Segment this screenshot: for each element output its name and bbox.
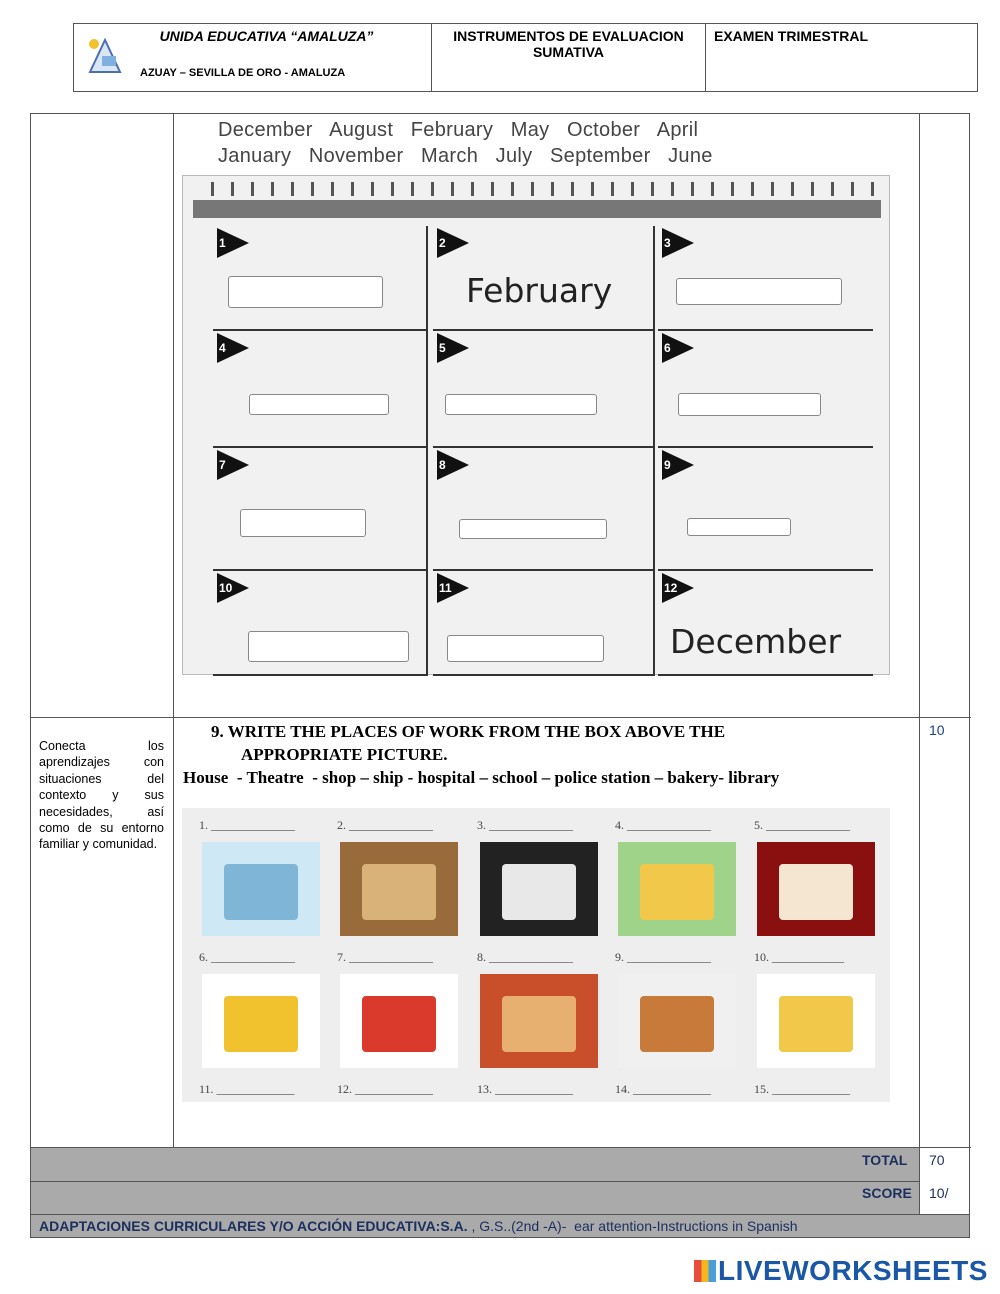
calendar-ring [251, 182, 254, 196]
bakery-icon [480, 974, 598, 1068]
calendar-ring [851, 182, 854, 196]
month-answer-box-11[interactable] [447, 635, 604, 662]
month-answer-box-10[interactable] [248, 631, 409, 662]
picture-shape [779, 864, 853, 920]
place-answer-blank-8[interactable]: 8. ______________ [477, 950, 573, 964]
place-answer-blank-7[interactable]: 7. ______________ [337, 950, 433, 964]
place-answer-blank-4[interactable]: 4. ______________ [615, 818, 711, 832]
calendar-ring [631, 182, 634, 196]
calendar-number: 1 [219, 236, 226, 250]
calendar-ring [511, 182, 514, 196]
calendar-ring [871, 182, 874, 196]
liveworksheets-logo [694, 1255, 988, 1287]
calendar-binding-bar [193, 200, 881, 218]
calendar-number: 5 [439, 341, 446, 355]
calendar-number: 4 [219, 341, 226, 355]
total-label: TOTAL [862, 1152, 908, 1168]
calendar-ring [551, 182, 554, 196]
calendar-ring [491, 182, 494, 196]
calendar-number: 8 [439, 458, 446, 472]
total-value: 70 [929, 1152, 945, 1168]
place-answer-blank-14[interactable]: 14. _____________ [615, 1082, 711, 1096]
q9-points: 10 [929, 722, 945, 738]
picture-shape [362, 996, 436, 1052]
calendar-ring [731, 182, 734, 196]
header-table [73, 23, 978, 92]
month-answer-box-7[interactable] [240, 509, 366, 537]
place-answer-blank-2[interactable]: 2. ______________ [337, 818, 433, 832]
adaptations-text [39, 1218, 798, 1234]
calendar-ring [471, 182, 474, 196]
liveworksheets-mark-icon [694, 1260, 716, 1282]
picture-shape [362, 864, 436, 920]
calendar-number: 3 [664, 236, 671, 250]
calendar-given-february: February [466, 271, 613, 310]
month-answer-box-8[interactable] [459, 519, 607, 539]
place-answer-blank-9[interactable]: 9. ______________ [615, 950, 711, 964]
calendar-ring [431, 182, 434, 196]
calendar-number: 11 [439, 581, 452, 595]
calendar-ring [311, 182, 314, 196]
place-answer-blank-12[interactable]: 12. _____________ [337, 1082, 433, 1096]
calendar-ring [271, 182, 274, 196]
calendar-ring [451, 182, 454, 196]
picture-shape [224, 864, 298, 920]
place-answer-blank-11[interactable]: 11. _____________ [199, 1082, 295, 1096]
school-name: UNIDA EDUCATIVA “AMALUZA” [159, 28, 374, 44]
calendar [182, 175, 890, 675]
competency-text: Conecta los aprendizajes con situaciones del contexto y sus necesidades, así como de su entorno familiar y comunidad. [39, 739, 164, 852]
calendar-ring [411, 182, 414, 196]
calendar-number: 9 [664, 458, 671, 472]
months-word-bank [218, 117, 713, 169]
month-answer-box-4[interactable] [249, 394, 389, 415]
calendar-ring [651, 182, 654, 196]
q9-word-box: House - Theatre - shop – ship - hospital – school – police station – bakery- library [183, 768, 780, 787]
calendar-number: 10 [219, 581, 233, 595]
calendar-ring [291, 182, 294, 196]
library-icon [340, 842, 458, 936]
calendar-ring [691, 182, 694, 196]
total-row [30, 1147, 970, 1182]
school-logo-icon [80, 32, 130, 82]
places-picture-grid [182, 808, 890, 1102]
place-answer-blank-15[interactable]: 15. _____________ [754, 1082, 850, 1096]
header-school-cell [74, 24, 432, 91]
place-answer-blank-13[interactable]: 13. _____________ [477, 1082, 573, 1096]
month-answer-box-5[interactable] [445, 394, 597, 415]
score-label: SCORE [862, 1185, 912, 1201]
place-answer-blank-5[interactable]: 5. ______________ [754, 818, 850, 832]
months-row-1: December August February May October April [218, 119, 699, 141]
calendar-ring [211, 182, 214, 196]
picture-shape [502, 996, 576, 1052]
place-answer-blank-1[interactable]: 1. ______________ [199, 818, 295, 832]
place-answer-blank-3[interactable]: 3. ______________ [477, 818, 573, 832]
place-answer-blank-10[interactable]: 10. ____________ [754, 950, 844, 964]
theatre-icon [757, 842, 875, 936]
calendar-ring [531, 182, 534, 196]
ship-icon [340, 974, 458, 1068]
months-row-2: January November March July September June [218, 145, 713, 167]
picture-shape [224, 996, 298, 1052]
q9-title-2: APPROPRIATE PICTURE. [241, 745, 448, 764]
calendar-ring [751, 182, 754, 196]
calendar-ring [571, 182, 574, 196]
calendar-ring [231, 182, 234, 196]
calendar-number: 2 [439, 236, 446, 250]
liveworksheets-text: LIVEWORKSHEETS [718, 1255, 988, 1286]
hospital-icon [202, 842, 320, 936]
calendar-number: 6 [664, 341, 671, 355]
header-instruments: INSTRUMENTOS DE EVALUACION SUMATIVA [432, 24, 706, 91]
picture-shape [502, 864, 576, 920]
calendar-ring [711, 182, 714, 196]
house-icon [757, 974, 875, 1068]
calendar-ring [791, 182, 794, 196]
calendar-ring [391, 182, 394, 196]
calendar-given-december: December [670, 622, 842, 661]
school-location: AZUAY – SEVILLA DE ORO - AMALUZA [140, 67, 346, 79]
police-station-icon [618, 974, 736, 1068]
calendar-ring [831, 182, 834, 196]
calendar-ring [331, 182, 334, 196]
taxi-icon [202, 974, 320, 1068]
picture-shape [779, 996, 853, 1052]
picture-shape [640, 864, 714, 920]
score-value: 10/ [929, 1185, 949, 1201]
month-answer-box-1[interactable] [228, 276, 383, 308]
q9-title: 9. WRITE THE PLACES OF WORK FROM THE BOX ABOVE THE [211, 722, 726, 741]
calendar-ring [811, 182, 814, 196]
place-answer-blank-6[interactable]: 6. ______________ [199, 950, 295, 964]
calendar-number: 12 [664, 581, 678, 595]
adaptations-rest: , G.S..(2nd -A)- ear attention-Instructions in Spanish [467, 1218, 798, 1234]
calendar-ring [591, 182, 594, 196]
month-answer-box-3[interactable] [676, 278, 842, 305]
calendar-ring [371, 182, 374, 196]
calendar-ring [611, 182, 614, 196]
month-answer-box-9[interactable] [687, 518, 791, 536]
picture-shape [640, 996, 714, 1052]
score-row [30, 1181, 970, 1215]
adaptations-bold: ADAPTACIONES CURRICULARES Y/O ACCIÓN EDUCATIVA:S.A. [39, 1218, 468, 1234]
school-icon [618, 842, 736, 936]
calendar-ring [771, 182, 774, 196]
calendar-ring [351, 182, 354, 196]
calendar-ring [671, 182, 674, 196]
month-answer-box-6[interactable] [678, 393, 821, 416]
calendar-number: 7 [219, 458, 226, 472]
header-exam: EXAMEN TRIMESTRAL [714, 28, 868, 44]
shop-icon [480, 842, 598, 936]
